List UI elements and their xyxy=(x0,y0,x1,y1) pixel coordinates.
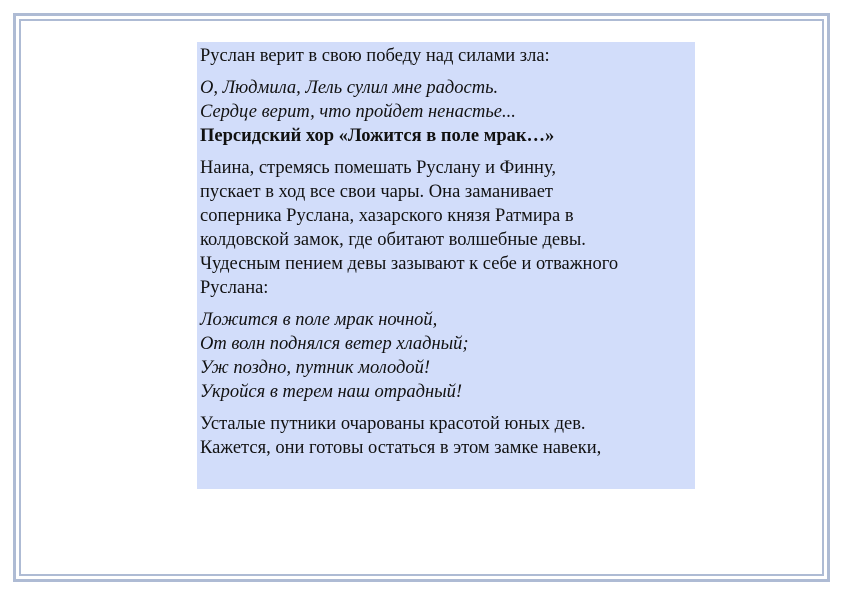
story-line: Чудесным пением девы зазывают к себе и отважного xyxy=(200,254,619,274)
story-line: соперника Руслана, хазарского князя Ратмира в xyxy=(200,206,574,226)
chorus-title: Персидский хор «Ложится в поле мрак…» xyxy=(200,126,555,146)
verse-line: От волн поднялся ветер хладный; xyxy=(200,334,469,354)
verse-line: Уж поздно, путник молодой! xyxy=(200,358,431,378)
story-line: пускает в ход все свои чары. Она заманивает xyxy=(200,182,554,202)
story-paragraph xyxy=(200,156,695,300)
chorus-verse xyxy=(200,308,695,404)
intro-line: Руслан верит в свою победу над силами зла: xyxy=(200,46,550,66)
ending-paragraph xyxy=(200,412,695,460)
chorus-heading xyxy=(200,124,695,148)
aria-verse xyxy=(200,76,695,124)
ending-line: Усталые путники очарованы красотой юных дев. xyxy=(200,414,586,434)
story-line: колдовской замок, где обитают волшебные девы. xyxy=(200,230,586,250)
verse-line: Сердце верит, что пройдет ненастье... xyxy=(200,102,516,122)
verse-line: Ложится в поле мрак ночной, xyxy=(200,310,438,330)
intro-paragraph xyxy=(200,44,695,68)
text-box xyxy=(197,42,695,489)
verse-line: Укройся в терем наш отрадный! xyxy=(200,382,463,402)
verse-line: О, Людмила, Лель сулил мне радость. xyxy=(200,78,499,98)
ending-line: Кажется, они готовы остаться в этом замке навеки, xyxy=(200,438,602,458)
story-line: Руслана: xyxy=(200,278,269,298)
story-line: Наина, стремясь помешать Руслану и Финну, xyxy=(200,158,556,178)
